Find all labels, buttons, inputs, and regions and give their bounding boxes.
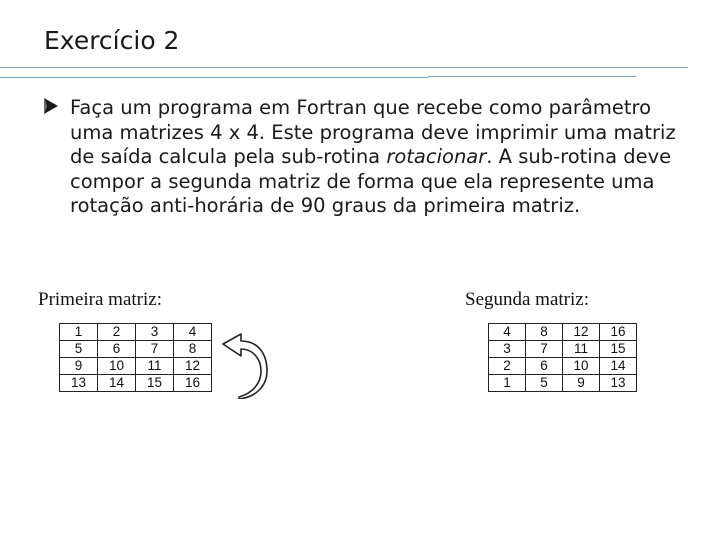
- matrix-cell: 6: [526, 358, 563, 375]
- matrix-cell: 9: [60, 358, 98, 375]
- matrix-cell: 3: [489, 341, 526, 358]
- matrix-cell: 4: [174, 324, 212, 341]
- table-row: [489, 375, 637, 392]
- table-row: [60, 358, 212, 375]
- matrix-cell: 14: [98, 375, 136, 392]
- table-row: [489, 324, 637, 341]
- matrix-cell: 2: [489, 358, 526, 375]
- matrix-cell: 16: [600, 324, 637, 341]
- matrix-cell: 5: [60, 341, 98, 358]
- matrix-cell: 11: [136, 358, 174, 375]
- bullet-text-function-name: rotacionar: [386, 145, 487, 168]
- first-matrix-label: Primeira matriz:: [38, 289, 162, 310]
- matrix-cell: 12: [174, 358, 212, 375]
- matrix-cell: 16: [174, 375, 212, 392]
- matrix-cell: 7: [526, 341, 563, 358]
- second-matrix-label: Segunda matriz:: [465, 289, 589, 310]
- arrow-bullet-icon: [42, 97, 60, 115]
- matrix-cell: 11: [563, 341, 600, 358]
- matrix-cell: 8: [174, 341, 212, 358]
- matrix-cell: 15: [136, 375, 174, 392]
- matrix-cell: 10: [98, 358, 136, 375]
- first-matrix-table: [59, 323, 212, 392]
- title-divider-bottom-left: [0, 77, 428, 78]
- matrix-cell: 1: [60, 324, 98, 341]
- matrix-cell: 13: [600, 375, 637, 392]
- matrix-cell: 8: [526, 324, 563, 341]
- matrix-cell: 3: [136, 324, 174, 341]
- table-row: [60, 375, 212, 392]
- table-row: [489, 341, 637, 358]
- matrix-cell: 15: [600, 341, 637, 358]
- bullet-item: [42, 96, 692, 219]
- matrix-cell: 4: [489, 324, 526, 341]
- matrix-cell: 1: [489, 375, 526, 392]
- title-divider-top: [0, 67, 688, 68]
- table-row: [60, 324, 212, 341]
- title-divider-bottom-right: [428, 76, 636, 77]
- matrix-cell: 9: [563, 375, 600, 392]
- matrix-cell: 13: [60, 375, 98, 392]
- matrix-cell: 10: [563, 358, 600, 375]
- table-row: [489, 358, 637, 375]
- bullet-text: [70, 96, 692, 219]
- second-matrix-table: [488, 323, 637, 392]
- matrix-cell: 7: [136, 341, 174, 358]
- bullet-text-end: . A sub-rotina deve compor a segunda matriz de forma que ela represente uma rotação anti-horária de 90 graus da primeira matriz.: [70, 145, 672, 217]
- matrix-cell: 2: [98, 324, 136, 341]
- counterclockwise-rotation-arrow-icon: [222, 333, 270, 399]
- matrix-cell: 14: [600, 358, 637, 375]
- slide-title: Exercício 2: [44, 26, 180, 55]
- matrix-cell: 5: [526, 375, 563, 392]
- matrix-cell: 6: [98, 341, 136, 358]
- matrix-cell: 12: [563, 324, 600, 341]
- bullet-text-start: Faça um programa em Fortran que recebe como parâmetro uma matrizes 4 x 4. Este programa deve imprimir uma matriz de saída calcula pela sub-rotina: [70, 96, 676, 168]
- table-row: [60, 341, 212, 358]
